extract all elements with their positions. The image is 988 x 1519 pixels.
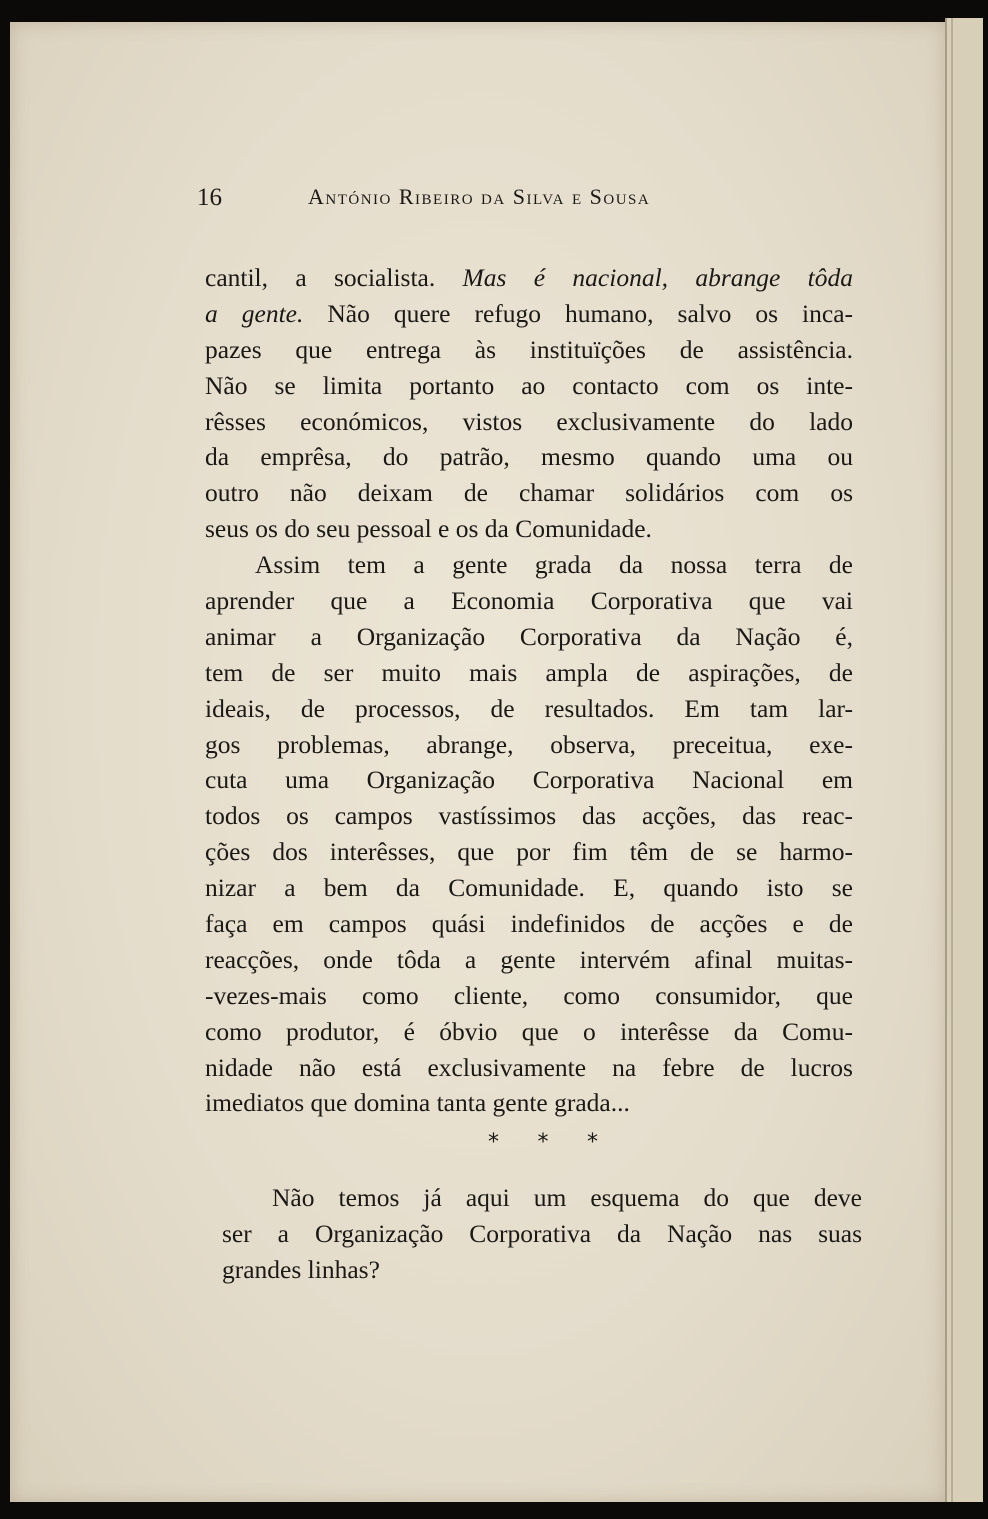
asterisk-ornament: *	[587, 1130, 598, 1155]
section-separator	[488, 1130, 598, 1160]
asterisk-ornament: *	[537, 1130, 549, 1155]
running-head: António Ribeiro da Silva e Sousa	[308, 184, 651, 209]
text-line: tem de ser muito mais ampla de aspirações, de	[205, 657, 853, 687]
paragraph-1	[205, 260, 853, 547]
text-line: da emprêsa, do patrão, mesmo quando uma ou	[205, 442, 853, 472]
text-line: como produtor, é óbvio que o interêsse da Comu-	[205, 1016, 853, 1046]
text-line: Não se limita portanto ao contacto com os inte-	[205, 370, 853, 400]
text-line: outro não deixam de chamar solidários com os	[205, 478, 853, 508]
text-line: nizar a bem da Comunidade. E, quando isto se	[205, 873, 853, 903]
italic-phrase: a gente.	[205, 298, 304, 328]
text-line: aprender que a Economia Corporativa que vai	[205, 586, 853, 616]
text-line: Não temos já aqui um esquema do que deve	[272, 1183, 862, 1212]
page-edge-line	[951, 18, 953, 1502]
text-line: cantil, a socialista. Mas é nacional, abrange tôda	[205, 263, 853, 292]
text-line: gos problemas, abrange, observa, preceitua, exe-	[205, 729, 853, 759]
text-line: faça em campos quási indefinidos de acções e de	[205, 909, 853, 939]
text-line: ções dos interêsses, que por fim têm de se harmo-	[205, 837, 853, 867]
text-line: rêsses económicos, vistos exclusivamente do lado	[205, 406, 853, 436]
text-line: animar a Organização Corporativa da Nação é,	[205, 621, 853, 651]
paragraph-2	[205, 547, 853, 1121]
text-line: ideais, de processos, de resultados. Em tam lar-	[205, 693, 853, 723]
text-line: pazes que entrega às instituïções de assistência.	[205, 334, 853, 364]
text-line: nidade não está exclusivamente na febre de lucros	[205, 1052, 853, 1082]
page-number: 16	[197, 184, 222, 211]
text-line: imediatos que domina tanta gente grada...	[205, 1088, 630, 1118]
text-line: reacções, onde tôda a gente intervém afinal muitas-	[205, 944, 853, 974]
text-line: -vezes-mais como cliente, como consumidor, que	[205, 980, 853, 1010]
text-line: a gente. Não quere refugo humano, salvo os inca-	[205, 298, 853, 328]
text-line: grandes linhas?	[222, 1255, 380, 1284]
body-text	[205, 260, 853, 1121]
text-line: todos os campos vastíssimos das acções, das reac-	[205, 801, 853, 831]
text-line: cuta uma Organização Corporativa Nacional em	[205, 765, 853, 795]
adjacent-page-edge	[945, 18, 983, 1502]
text-line: ser a Organização Corporativa da Nação nas suas	[222, 1219, 862, 1248]
italic-phrase: Mas é nacional, abrange tôda	[462, 263, 853, 292]
text-line: seus os do seu pessoal e os da Comunidade.	[205, 514, 652, 544]
paragraph-3	[222, 1180, 862, 1288]
asterisk-ornament: *	[488, 1130, 499, 1155]
page-sheet	[10, 22, 945, 1502]
text-line: Assim tem a gente grada da nossa terra de	[255, 550, 853, 580]
page-header	[10, 182, 945, 222]
